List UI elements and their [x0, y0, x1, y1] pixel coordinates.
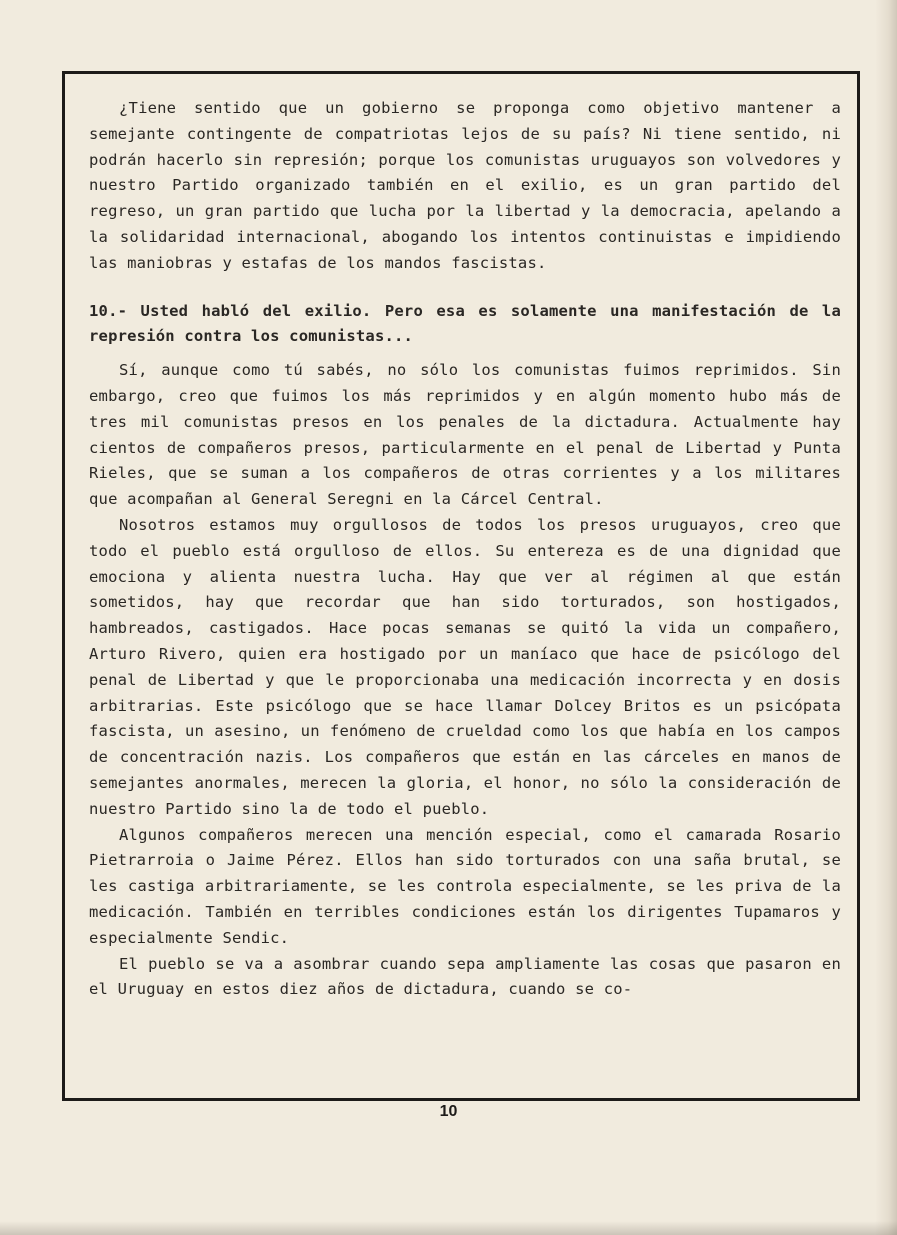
body-text [89, 96, 841, 1003]
paragraph-people: El pueblo se va a asombrar cuando sepa ampliamente las cosas que pasaron en el Uruguay en estos diez años de dictadura, cuando se co- [89, 954, 841, 999]
text-frame [62, 71, 860, 1101]
page-number: 10 [439, 1103, 458, 1120]
page-fold-shadow [875, 0, 897, 1235]
paragraph-gap [89, 350, 841, 358]
page-bottom-shadow [0, 1221, 897, 1235]
paragraph-repression: Sí, aunque como tú sabés, no sólo los comunistas fuimos reprimidos. Sin embargo, creo que fuimos los más reprimidos y en algún momento hubo más de tres mil comunistas presos en los penales de la dictadura. Actualmente hay cientos de compañeros presos, particularmente en el penal de Libertad y Punta Rieles, que se suman a los compañeros de otras corrientes y a los militares que acompañan al General Seregni en la Cárcel Central. [89, 361, 841, 509]
paragraph-prisoners: Nosotros estamos muy orgullosos de todos los presos uruguayos, creo que todo el pueblo está orgulloso de ellos. Su entereza es de una dignidad que emociona y alienta nuestra lucha. Hay que ver al régimen al que están sometidos, hay que recordar que han sido torturados, son hostigados, hambreados, castigados. Hace pocas semanas se quitó la vida un compañero, Arturo Rivero, quien era hostigado por un maníaco que hace de psicólogo del penal de Libertad y que le proporcionaba una medicación incorrecta y en dosis arbitrarias. Este psicólogo que se hace llamar Dolcey Britos es un psicópata fascista, un asesino, un fenómeno de crueldad como los que había en los campos de concentración nazis. Los compañeros que están en las cárceles en manos de semejantes anormales, merecen la gloria, el honor, no sólo la consideración de nuestro Partido sino la de todo el pueblo. [89, 515, 841, 818]
paragraph-exile-answer: ¿Tiene sentido que un gobierno se proponga como objetivo mantener a semejante contingente de compatriotas lejos de su país? Ni tiene sentido, ni podrán hacerlo sin represión; porque los comunistas uruguayos son volvedores y nuestro Partido organizado también en el exilio, es un gran partido del regreso, un gran partido que lucha por la libertad y la democracia, apelando a la solidaridad internacional, abogando los intentos continuistas e impidiendo las maniobras y estafas de los mandos fascistas. [89, 99, 841, 272]
interview-question: 10.- Usted habló del exilio. Pero esa es solamente una manifestación de la represión contra los comunistas... [89, 301, 841, 346]
paragraph-special-mention: Algunos compañeros merecen una mención especial, como el camarada Rosario Pietrarroia o Jaime Pérez. Ellos han sido torturados con una saña brutal, se les castiga arbitrariamente, se les controla especialmente, se les priva de la medicación. También en terribles condiciones están los dirigentes Tupamaros y especialmente Sendic. [89, 825, 841, 947]
paragraph-gap [89, 277, 841, 299]
